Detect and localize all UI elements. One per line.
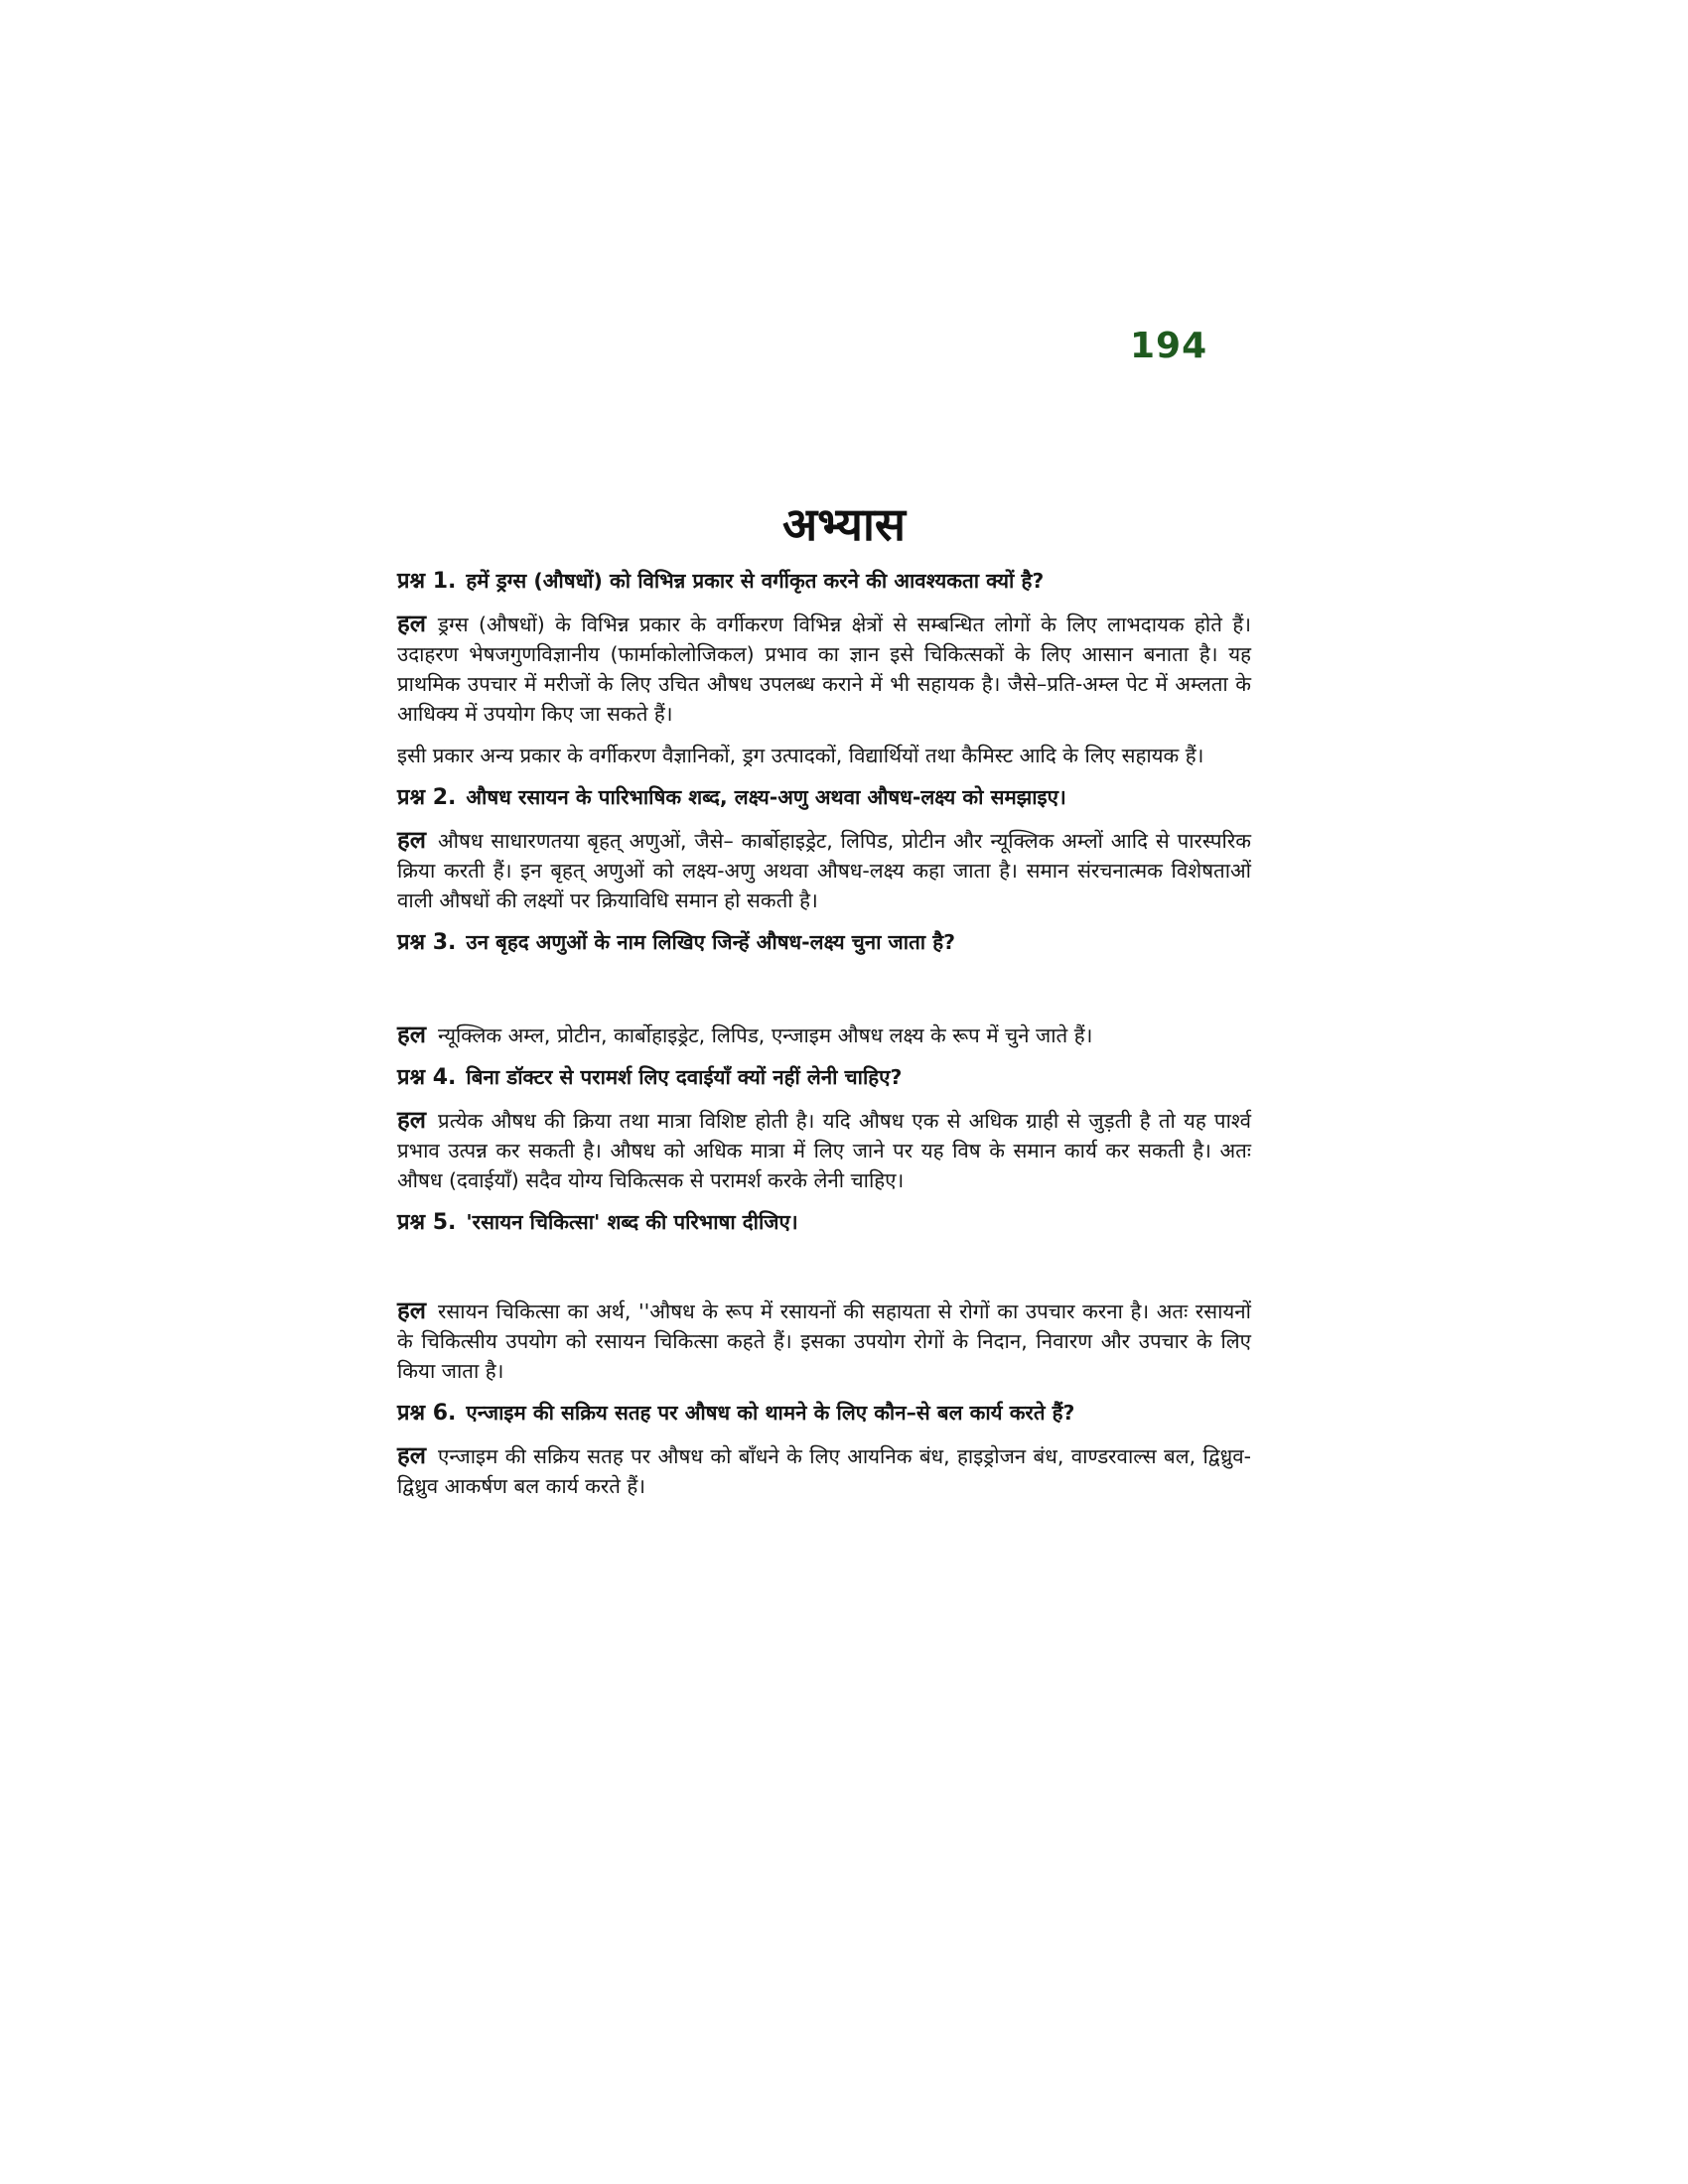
answer-2-label: हल <box>397 826 427 854</box>
answer-4-label: हल <box>397 1106 427 1134</box>
question-5-text: 'रसायन चिकित्सा' शब्द की परिभाषा दीजिए। <box>466 1210 798 1234</box>
exercise-content <box>397 566 1251 1513</box>
question-4-label: प्रश्न 4. <box>397 1065 457 1090</box>
question-5 <box>397 1207 1251 1238</box>
answer-2 <box>397 825 1251 915</box>
blank-space <box>397 1250 1251 1296</box>
question-3-text: उन बृहद अणुओं के नाम लिखिए जिन्हें औषध-लक्ष्य चुना जाता है? <box>466 930 955 954</box>
question-6-text: एन्जाइम की सक्रिय सतह पर औषध को थामने के लिए कौन–से बल कार्य करते हैं? <box>466 1401 1075 1425</box>
answer-6-label: हल <box>397 1441 427 1469</box>
page-number: 194 <box>1130 326 1208 366</box>
answer-4-text: प्रत्येक औषध की क्रिया तथा मात्रा विशिष्ट होती है। यदि औषध एक से अधिक ग्राही से जुड़ती है तो यह पार्श्व प्रभाव उत्पन्न कर सकती है। औषध को अधिक मात्रा में लिए जाने पर यह विष के समान कार्य कर सकती है। अतः औषध (दवाईयाँ) सदैव योग्य चिकित्सक से परामर्श करके लेनी चाहिए। <box>397 1109 1251 1192</box>
question-2-label: प्रश्न 2. <box>397 785 457 810</box>
answer-1-label: हल <box>397 610 427 637</box>
answer-5-label: हल <box>397 1297 427 1324</box>
question-2 <box>397 782 1251 813</box>
answer-1 <box>397 609 1251 729</box>
answer-6-text: एन्जाइम की सक्रिय सतह पर औषध को बाँधने के लिए आयनिक बंध, हाइड्रोजन बंध, वाण्डरवाल्स बल, द्विध्रुव-द्विध्रुव आकर्षण बल कार्य करते हैं। <box>397 1444 1251 1498</box>
question-3 <box>397 927 1251 958</box>
section-heading: अभ्यास <box>782 497 906 551</box>
question-4-text: बिना डॉक्टर से परामर्श लिए दवाईयाँ क्यों नहीं लेनी चाहिए? <box>466 1065 903 1089</box>
answer-3 <box>397 1020 1251 1050</box>
blank-space <box>397 970 1251 1020</box>
question-5-label: प्रश्न 5. <box>397 1210 457 1235</box>
answer-4 <box>397 1105 1251 1195</box>
answer-1-continued: इसी प्रकार अन्य प्रकार के वर्गीकरण वैज्ञानिकों, ड्रग उत्पादकों, विद्यार्थियों तथा कैमिस्ट आदि के लिए सहायक हैं। <box>397 744 1204 767</box>
question-1-label: प्रश्न 1. <box>397 569 457 594</box>
question-1-text: हमें ड्रग्स (औषधों) को विभिन्न प्रकार से वर्गीकृत करने की आवश्यकता क्यों है? <box>466 569 1045 593</box>
answer-6 <box>397 1440 1251 1501</box>
answer-5 <box>397 1296 1251 1386</box>
answer-2-text: औषध साधारणतया बृहत् अणुओं, जैसे– कार्बोहाइड्रेट, लिपिड, प्रोटीन और न्यूक्लिक अम्लों आदि से पारस्परिक क्रिया करती हैं। इन बृहत् अणुओं को लक्ष्य-अणु अथवा औषध-लक्ष्य कहा जाता है। समान संरचनात्मक विशेषताओं वाली औषधों की लक्ष्यों पर क्रियाविधि समान हो सकती है। <box>397 829 1251 912</box>
answer-3-label: हल <box>397 1021 427 1048</box>
question-4 <box>397 1062 1251 1093</box>
question-6 <box>397 1398 1251 1429</box>
question-2-text: औषध रसायन के पारिभाषिक शब्द, लक्ष्य-अणु अथवा औषध-लक्ष्य को समझाइए। <box>466 785 1066 809</box>
question-1 <box>397 566 1251 597</box>
answer-1-text: ड्रग्स (औषधों) के विभिन्न प्रकार के वर्गीकरण विभिन्न क्षेत्रों से सम्बन्धित लोगों के लिए लाभदायक होते हैं। उदाहरण भेषजगुणविज्ञानीय (फार्माकोलोजिकल) प्रभाव का ज्ञान इसे चिकित्सकों के लिए आसान बनाता है। यह प्राथमिक उपचार में मरीजों के लिए उचित औषध उपलब्ध कराने में भी सहायक है। जैसे–प्रति-अम्ल पेट में अम्लता के आधिक्य में उपयोग किए जा सकते हैं। <box>397 613 1251 726</box>
answer-3-text: न्यूक्लिक अम्ल, प्रोटीन, कार्बोहाइड्रेट, लिपिड, एन्जाइम औषध लक्ष्य के रूप में चुने जाते हैं। <box>438 1024 1093 1047</box>
answer-5-text: रसायन चिकित्सा का अर्थ, ''औषध के रूप में रसायनों की सहायता से रोगों का उपचार करना है। अतः रसायनों के चिकित्सीय उपयोग को रसायन चिकित्सा कहते हैं। इसका उपयोग रोगों के निदान, निवारण और उपचार के लिए किया जाता है। <box>397 1299 1251 1383</box>
question-6-label: प्रश्न 6. <box>397 1401 457 1426</box>
question-3-label: प्रश्न 3. <box>397 930 457 955</box>
